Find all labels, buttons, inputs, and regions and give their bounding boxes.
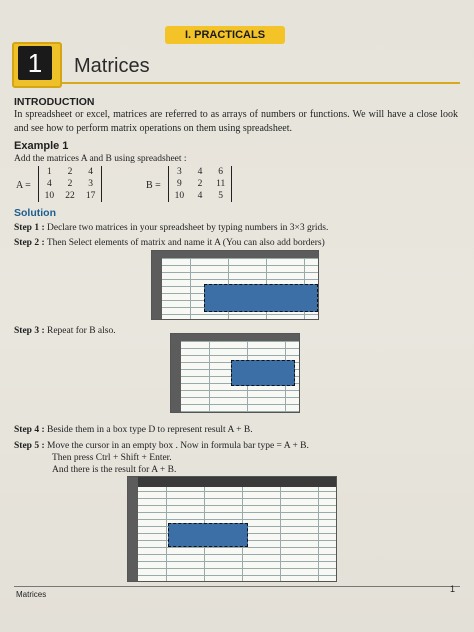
matrix-b [168, 166, 232, 202]
matrix-a-cell: 4 [46, 179, 52, 189]
spreadsheet-screenshot-result [127, 476, 337, 582]
matrix-a-cell: 3 [88, 179, 94, 189]
page-number: 1 [450, 584, 456, 594]
result-selection [168, 523, 248, 547]
matrix-b-cell: 2 [197, 179, 203, 189]
step-text: Repeat for B also. [47, 326, 116, 336]
matrix-a-selection [204, 284, 318, 312]
spreadsheet-screenshot-a [151, 250, 319, 320]
chapter-number: 1 [18, 46, 52, 80]
example-task: Add the matrices A and B using spreadsheet : [14, 154, 187, 164]
matrix-b-cell: 11 [216, 179, 226, 189]
step-label: Step 1 : [14, 223, 45, 233]
chapter-title: Matrices [74, 55, 150, 77]
step-text: Beside them in a box type D to represent result A + B. [47, 425, 253, 435]
step-1 [14, 222, 328, 234]
step-label: Step 3 : [14, 326, 45, 336]
step-text: Declare two matrices in your spreadsheet by typing numbers in 3×3 grids. [47, 223, 329, 233]
matrix-a-cell: 22 [65, 191, 75, 201]
matrix-b-cell: 4 [197, 191, 203, 201]
solution-heading: Solution [14, 207, 56, 219]
matrix-b-cell: 10 [174, 191, 185, 201]
step-5 [14, 440, 309, 452]
title-divider [60, 82, 460, 84]
spreadsheet-screenshot-b [170, 333, 300, 413]
matrix-b-cell: 6 [218, 167, 224, 177]
matrix-b-selection [231, 360, 295, 386]
footer-divider [14, 586, 460, 587]
step-label: Step 2 : [14, 238, 45, 248]
spreadsheet-toolbar [128, 477, 336, 487]
matrix-a-cell: 2 [67, 179, 73, 189]
matrix-a-cell: 1 [46, 167, 52, 177]
matrix-a-label: A = [16, 180, 31, 191]
example-heading: Example 1 [14, 140, 69, 152]
matrix-a-cell: 2 [67, 167, 73, 177]
matrix-a-cell: 10 [44, 191, 55, 201]
matrix-b-label: B = [146, 180, 161, 191]
step-3 [14, 325, 116, 337]
step-2 [14, 237, 325, 249]
matrix-b-cell: 4 [197, 167, 203, 177]
step-label: Step 5 : [14, 441, 45, 451]
matrix-a [38, 166, 102, 202]
section-banner: I. PRACTICALS [165, 26, 285, 44]
introduction-heading: INTRODUCTION [14, 96, 95, 108]
step-text: Then Select elements of matrix and name it A (You can also add borders) [46, 238, 325, 248]
matrix-b-cell: 3 [176, 167, 182, 177]
step-text: Move the cursor in an empty box . Now in formula bar type = A + B. [47, 441, 309, 451]
step-5-line-2: Then press Ctrl + Shift + Enter. [52, 453, 172, 463]
matrix-b-cell: 9 [176, 179, 182, 189]
footer-chapter: Matrices [16, 590, 47, 599]
step-5-line-3: And there is the result for A + B. [52, 465, 177, 475]
step-4 [14, 424, 253, 436]
matrix-a-cell: 17 [85, 191, 96, 201]
step-label: Step 4 : [14, 425, 45, 435]
matrix-a-cell: 4 [88, 167, 94, 177]
matrix-b-cell: 5 [218, 191, 224, 201]
introduction-text: In spreadsheet or excel, matrices are referred to as arrays of numbers or functions. We will have a close look and see how to perform matrix operations on them using spreadsheet. [14, 109, 458, 134]
